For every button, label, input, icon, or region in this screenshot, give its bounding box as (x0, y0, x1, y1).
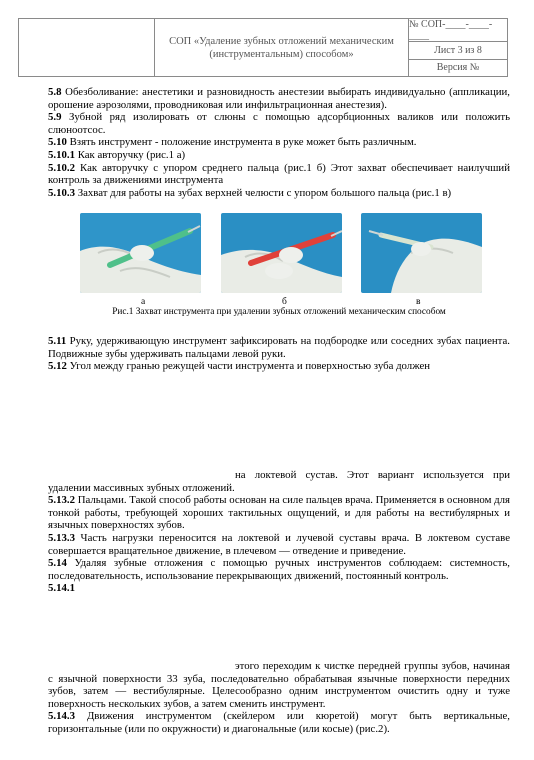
item-number: 5.10.2 (48, 161, 75, 174)
paragraph (48, 710, 510, 735)
item-text: Удаляя зубные отложения с помощью ручных инструментов соблюдаем: системность, последовательность, использование перекрывающих движений, постоянный контроль. (48, 557, 510, 582)
item-number: 5.10 (48, 136, 67, 149)
item-number: 5.13.2 (48, 494, 75, 507)
paragraph (48, 532, 510, 557)
item-text: Зубной ряд изолировать от слюны с помощью адсорбционных валиков или положить слюноотсос. (48, 111, 510, 136)
item-text: Пальцами. Такой способ работы основан на силе пальцев врача. Применяется в основном для тонкой работы, требующей хороших тактильных ощущений, и для работы на вестибулярных и язычных поверхностях зубов. (48, 494, 510, 532)
sheet-number: Лист 3 из 8 (409, 42, 507, 60)
item-text: Взять инструмент - положение инструмента в руке может быть различным. (66, 136, 417, 149)
photo-grip-c (361, 213, 482, 293)
figure-caption: Рис.1 Захват инструмента при удалении зубных отложений механическим способом (112, 307, 446, 317)
logo-cell (19, 19, 155, 76)
item-number: 5.14.3 (48, 710, 75, 723)
item-number: 5.14.1 (48, 582, 75, 595)
item-text: Как авторучку (рис.1 а) (75, 148, 186, 161)
paragraph (48, 86, 510, 111)
paragraph (48, 149, 510, 162)
document-title: СОП «Удаление зубных отложений механическим (инструментальным) способом» (155, 19, 409, 76)
paragraph (48, 136, 510, 149)
item-number: 5.8 (48, 86, 62, 98)
item-number: 5.10.1 (48, 148, 75, 161)
paragraph (48, 582, 510, 595)
item-text: Как авторучку с упором среднего пальца (рис.1 б) Этот захват обеспечивает наилучший контроль за движениями инструмента (48, 161, 510, 187)
item-text: Угол между гранью режущей части инструмента и поверхностью зуба должен (66, 360, 431, 373)
paragraph (48, 360, 510, 373)
paragraph (48, 494, 510, 532)
document-header (18, 18, 508, 77)
item-number: 5.12 (48, 360, 67, 373)
paragraph: на локтевой сустав. Этот вариант используется при удалении массивных зубных отложений. (48, 469, 510, 494)
item-number: 5.13.3 (48, 531, 75, 544)
photo-label-b: б (282, 297, 287, 307)
photo-label-c: в (416, 297, 421, 307)
header-meta (409, 19, 507, 76)
section-5-14-continued (48, 660, 510, 736)
paragraph (48, 111, 510, 136)
section-5-11-5-12 (48, 335, 510, 373)
paragraph: этого переходим к чистке передней группы зубов, начиная с язычной поверхности 33 зуба, последовательно обрабатывая язычные поверхности передних зубов, затем — вестибулярные. Целесообразно одним инструментом очистить одну и туже поверхность нескольких зубов, а затем сменить инструмент. (48, 660, 510, 710)
item-text: Часть нагрузки переносится на локтевой и лучевой суставы врача. В локтевом суставе совершается вращательное движение, в плечевом — отведение и приведение. (48, 531, 510, 557)
section-5-13-5-14 (48, 469, 510, 595)
version-number: Версия № (436, 62, 480, 74)
paragraph (48, 162, 510, 187)
item-text: Движения инструментом (скейлером или кюретой) могут быть вертикальные, горизонтальные (или по окружности) и диагональные (или косые) (рис.2). (48, 710, 510, 735)
paragraph (48, 557, 510, 582)
photo-label-a: а (141, 297, 146, 307)
item-number: 5.14 (48, 557, 67, 570)
sop-number: № СОП-____-____-____ (409, 19, 507, 42)
figure-1-photos (80, 213, 480, 293)
item-text: Обезболивание: анестетики и разновидность анестезии выбирать индивидуально (аппликации, орошение аэрозолями, проводниковая или инфильтрационная анестезия). (48, 86, 510, 111)
item-number: 5.9 (48, 111, 62, 124)
item-text: Руку, удерживающую инструмент зафиксировать на подбородке или соседних зубах пациента. Подвижные зубы удерживать пальцами левой руки. (48, 335, 510, 360)
paragraph (48, 335, 510, 360)
paragraph (48, 187, 510, 200)
item-number: 5.10.3 (48, 186, 75, 199)
photo-grip-a (80, 213, 201, 293)
item-text: Захват для работы на зубах верхней челюсти с упором большого пальца (рис.1 в) (75, 186, 452, 199)
photo-grip-b (221, 213, 342, 293)
item-number: 5.11 (48, 335, 67, 347)
section-5-8-to-5-10-3 (48, 86, 510, 199)
